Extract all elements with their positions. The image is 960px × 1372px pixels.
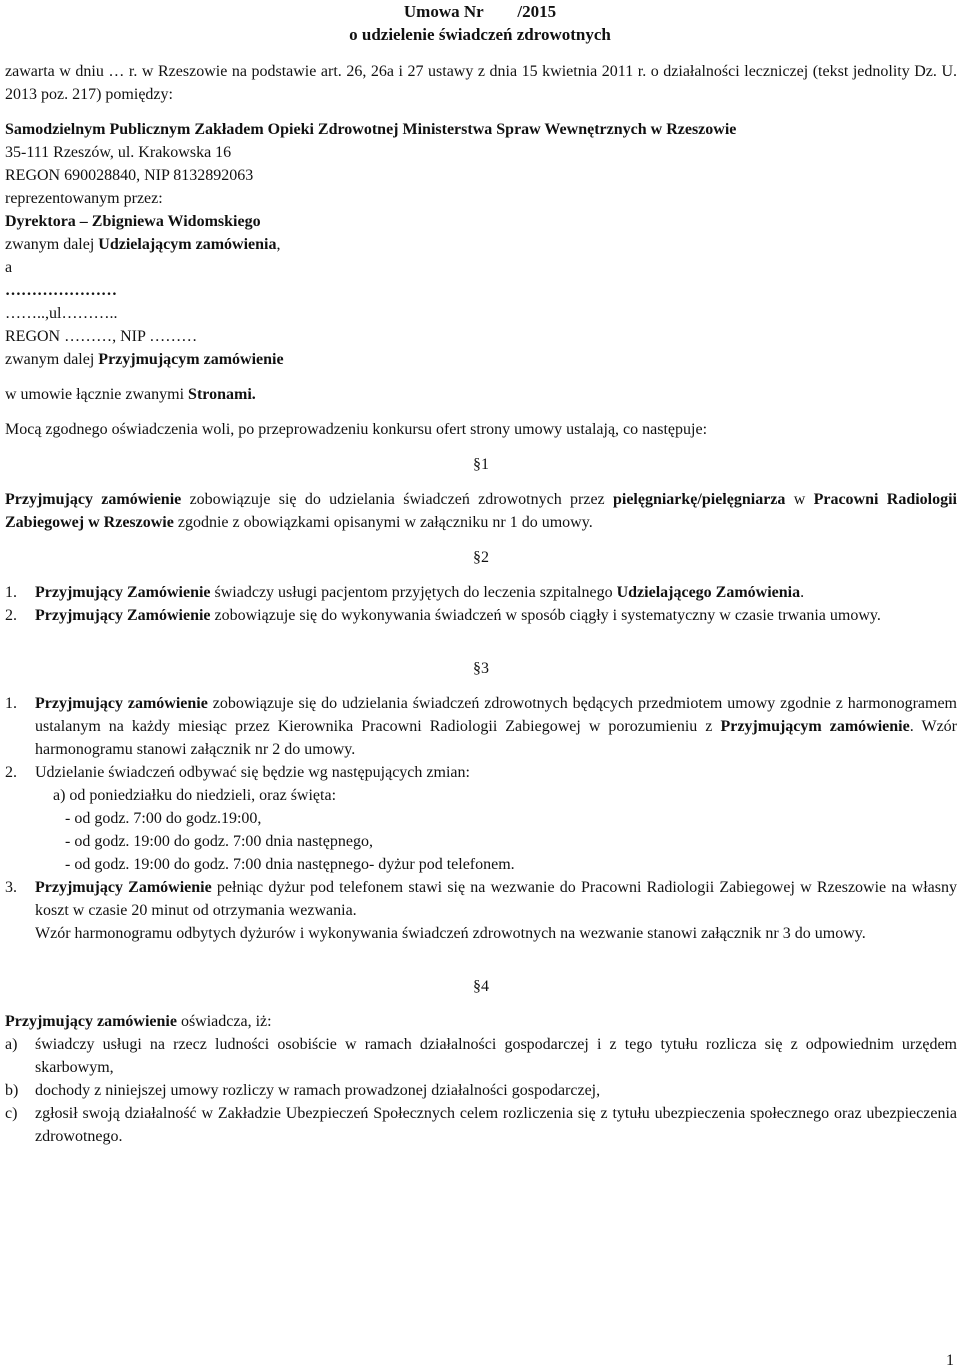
party-1-name: Samodzielnym Publicznym Zakładem Opieki Zdrowotnej Ministerstwa Spraw Wewnętrznych w Rzeszowie	[5, 121, 737, 138]
s3-sub-a-text: a) od poniedziałku do niedzieli, oraz święta:	[53, 787, 337, 804]
shift-line: - od godz. 7:00 do godz.19:00,	[65, 810, 262, 827]
list-item-letter: c)	[5, 1105, 18, 1122]
list-item-number: 2.	[5, 764, 17, 781]
list-item-number: 1.	[5, 695, 17, 712]
party-1-address: 35-111 Rzeszów, ul. Krakowska 16	[5, 144, 232, 161]
s3-item-1-bold-1: Przyjmujący zamówienie	[35, 695, 208, 712]
section-3-list	[5, 692, 957, 945]
party-1-called-suffix: ,	[276, 236, 281, 253]
party-1-block	[5, 118, 957, 256]
s3-item-1-text-1: zobowiązuje się do udzielania świadczeń zdrowotnych będących przedmiotem umowy zgodnie z harmonogramem ustalanym na każdy miesiąc przez Kierownika Pracowni Radiologii Zabiegowej w porozumieniu z	[35, 695, 958, 735]
s3-sub-a-lines	[53, 807, 957, 876]
s3-item-1-bold-2: Przyjmującym zamówienie	[720, 718, 910, 735]
s2-item-2-bold-1: Przyjmujący Zamówienie	[35, 607, 211, 624]
s2-item-1-text-2: .	[800, 584, 805, 601]
list-item-letter: a)	[5, 1036, 18, 1053]
party-1-called-name: Udzielającym zamówienia	[98, 236, 277, 253]
list-item	[5, 761, 957, 876]
s4-lead-text: oświadcza, iż:	[176, 1013, 272, 1030]
s2-item-1-text-1: świadczy usługi pacjentom przyjętych do leczenia szpitalnego	[210, 584, 617, 601]
s4-lead-bold: Przyjmujący zamówienie	[5, 1013, 177, 1030]
section-2-heading: §2	[473, 549, 489, 566]
s1-bold-3: Pracowni Radiologii Zabiegowej w Rzeszowie	[5, 491, 958, 531]
s1-text-2: w	[785, 491, 814, 508]
intro-paragraph: zawarta w dniu … r. w Rzeszowie na podstawie art. 26, 26a i 27 ustawy z dnia 15 kwietnia 2011 r. o działalności leczniczej (tekst jednolity Dz. U. 2013 poz. 217) pomiędzy:	[5, 63, 957, 103]
list-item	[5, 1102, 957, 1148]
party-1-director: Dyrektora – Zbigniewa Widomskiego	[5, 213, 261, 230]
party-1-called	[5, 233, 957, 256]
together-prefix: w umowie łącznie zwanymi	[5, 386, 189, 403]
page-number: 1	[946, 1352, 954, 1369]
list-item	[5, 876, 957, 945]
s3-item-3-text-2: Wzór harmonogramu odbytych dyżurów i wykonywania świadczeń zdrowotnych na wezwanie stanowi załącznik nr 3 do umowy.	[35, 925, 866, 942]
party-1-represented: reprezentowanym przez:	[5, 190, 163, 207]
list-item	[5, 1033, 957, 1079]
section-1-paragraph	[5, 488, 957, 534]
s4-item-b-text: dochody z niniejszej umowy rozliczy w ramach prowadzonej działalności gospodarczej,	[35, 1082, 601, 1099]
s3-item-2-text: Udzielanie świadczeń odbywać się będzie wg następujących zmian:	[35, 764, 470, 781]
list-item-letter: b)	[5, 1082, 19, 1099]
party-2-block	[5, 279, 957, 371]
section-4-lead	[5, 1010, 957, 1033]
party-2-called-prefix: zwanym dalej	[5, 351, 99, 368]
together-name: Stronami.	[188, 386, 256, 403]
s1-text-3: zgodnie z obowiązkami opisanymi w załączniku nr 1 do umowy.	[173, 514, 593, 531]
list-item	[5, 1079, 957, 1102]
document-title: Umowa Nr /2015	[403, 2, 557, 21]
s3-sub-a	[35, 784, 957, 876]
s3-item-1-text-2: . Wzór harmonogramu stanowi załącznik nr 2 do umowy.	[35, 718, 958, 758]
party-1-called-prefix: zwanym dalej	[5, 236, 99, 253]
preamble: Mocą zgodnego oświadczenia woli, po przeprowadzeniu konkursu ofert strony umowy ustalają, co następuje:	[5, 421, 708, 438]
party-2-called	[5, 348, 957, 371]
s4-item-c-text: zgłosił swoją działalność w Zakładzie Ubezpieczeń Społecznych celem rozliczenia się z tytułu ubezpieczenia społecznego oraz ubezpieczenia zdrowotnego.	[35, 1105, 957, 1145]
s3-item-3-text-1: pełniąc dyżur pod telefonem stawi się na wezwanie do Pracowni Radiologii Zabiegowej w Rzeszowie na własny koszt w czasie 20 minut od otrzymania wezwania.	[35, 879, 957, 919]
list-item-number: 3.	[5, 879, 17, 896]
list-item-number: 2.	[5, 607, 17, 624]
document-subtitle: o udzielenie świadczeń zdrowotnych	[349, 25, 611, 44]
s2-item-2-text-1: zobowiązuje się do wykonywania świadczeń w sposób ciągły i systematyczny w czasie trwania umowy.	[210, 607, 881, 624]
s2-item-1-bold-1: Przyjmujący Zamówienie	[35, 584, 211, 601]
section-3-heading: §3	[473, 660, 489, 677]
document-header	[0, 0, 960, 46]
shift-line: - od godz. 19:00 do godz. 7:00 dnia następnego,	[65, 833, 373, 850]
section-1-heading: §1	[473, 456, 489, 473]
s3-item-3-bold-1: Przyjmujący Zamówienie	[35, 879, 212, 896]
party-2-called-name: Przyjmującym zamówienie	[98, 351, 284, 368]
conjunction: a	[5, 259, 13, 276]
s2-item-1-bold-2: Udzielającego Zamówienia	[616, 584, 801, 601]
s1-bold-1: Przyjmujący zamówienie	[5, 491, 182, 508]
list-item	[5, 604, 957, 627]
section-2-list	[5, 581, 957, 627]
list-item-number: 1.	[5, 584, 17, 601]
section-4-list	[5, 1033, 957, 1148]
party-2-address: ……..,ul………..	[5, 305, 118, 322]
section-4-heading: §4	[473, 978, 489, 995]
party-1-regon: REGON 690028840, NIP 8132892063	[5, 167, 254, 184]
together-line	[5, 383, 957, 406]
document-body	[5, 60, 957, 1148]
list-item	[5, 581, 957, 604]
party-2-regon: REGON ………, NIP ………	[5, 328, 198, 345]
party-2-name: …………………	[5, 282, 117, 299]
list-item	[5, 692, 957, 761]
shift-line: - od godz. 19:00 do godz. 7:00 dnia następnego- dyżur pod telefonem.	[65, 856, 515, 873]
s4-item-a-text: świadczy usługi na rzecz ludności osobiście w ramach działalności gospodarczej i z tego tytułu rozlicza się z odpowiednim urzędem skarbowym,	[35, 1036, 957, 1076]
s1-bold-2: pielęgniarkę/pielęgniarza	[612, 491, 786, 508]
s1-text-1: zobowiązuje się do udzielania świadczeń zdrowotnych przez	[181, 491, 613, 508]
